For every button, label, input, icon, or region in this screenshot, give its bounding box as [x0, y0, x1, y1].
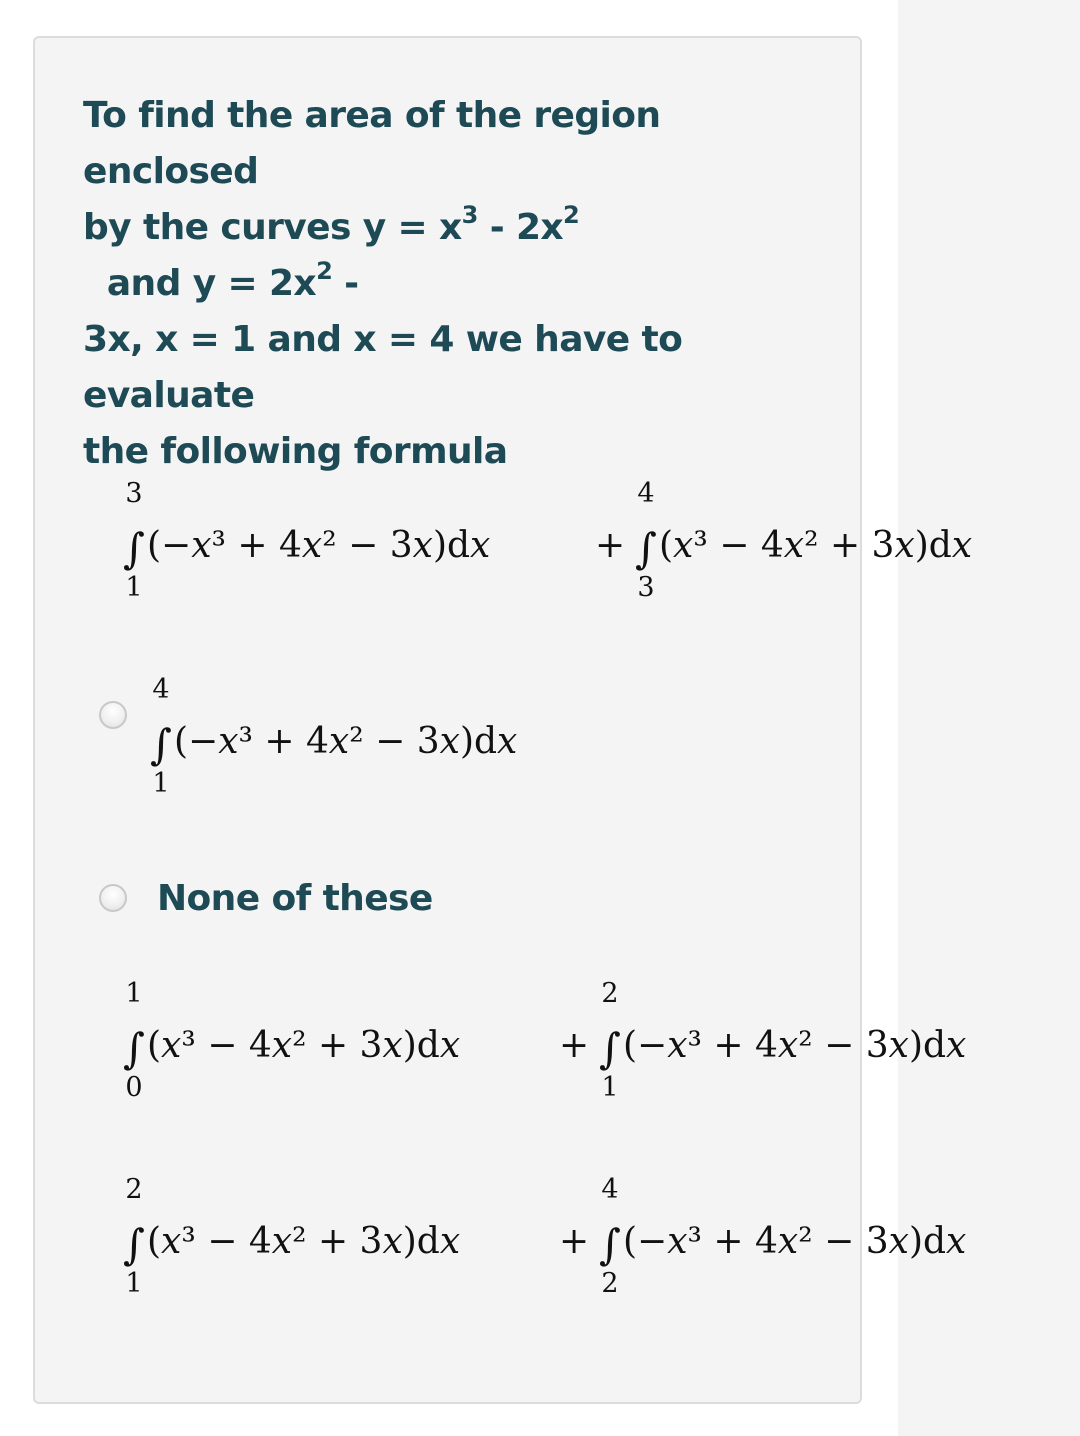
integrand-2: (−x³ + 4x² − 3x)dx: [623, 1025, 967, 1066]
question-line-3: 3x, x = 1 and x = 4 we have to evaluate: [83, 319, 683, 416]
integrand-1: (x³ − 4x² + 3x)dx: [147, 1221, 461, 1262]
integrand-1: (x³ − 4x² + 3x)dx: [147, 1025, 461, 1066]
option-3-label: None of these: [157, 878, 433, 919]
question-card: To find the area of the region enclosed by the curves $y = x^3 - 2x^2$ and $y = 2x^2$ - 3x, x = 1 and x = 4 we have to evaluate the following formula 3 ∫ 1 (−x³ + 4x² − 3x)dx + 4 ∫ 3 (x³ − 4x² + 3x)dx 4 ∫ 1 (−x³ + 4x² − 3x)dx None of these 1 ∫ 0 (x³ − 4x² + 3x)dx + 2 ∫ 1 (−x³ + 4x² − 3x)dx 2 ∫ 1 (x³ − 4x² + 3x)dx + 4 ∫ 2 (−x³ + 4x² − 3x)dx: [33, 36, 862, 1404]
question-line-1: To find the area of the region enclosed: [83, 95, 661, 192]
integrand-2: (x³ − 4x² + 3x)dx: [659, 525, 973, 566]
radio-button-option-2[interactable]: [99, 701, 127, 729]
question-line-4: the following formula: [83, 431, 508, 472]
question-line-2: by the curves $y = x^3 - 2x^2$ and $y = 2x^2$ -: [83, 201, 580, 304]
radio-button-option-3[interactable]: [99, 884, 127, 912]
plus-sign: +: [595, 525, 626, 566]
plus-sign: +: [559, 1025, 590, 1066]
question-text: [83, 88, 823, 480]
integrand-1: (−x³ + 4x² − 3x)dx: [147, 525, 491, 566]
integrand-2: (−x³ + 4x² − 3x)dx: [623, 1221, 967, 1262]
integrand-1: (−x³ + 4x² − 3x)dx: [174, 721, 518, 762]
plus-sign: +: [559, 1221, 590, 1262]
